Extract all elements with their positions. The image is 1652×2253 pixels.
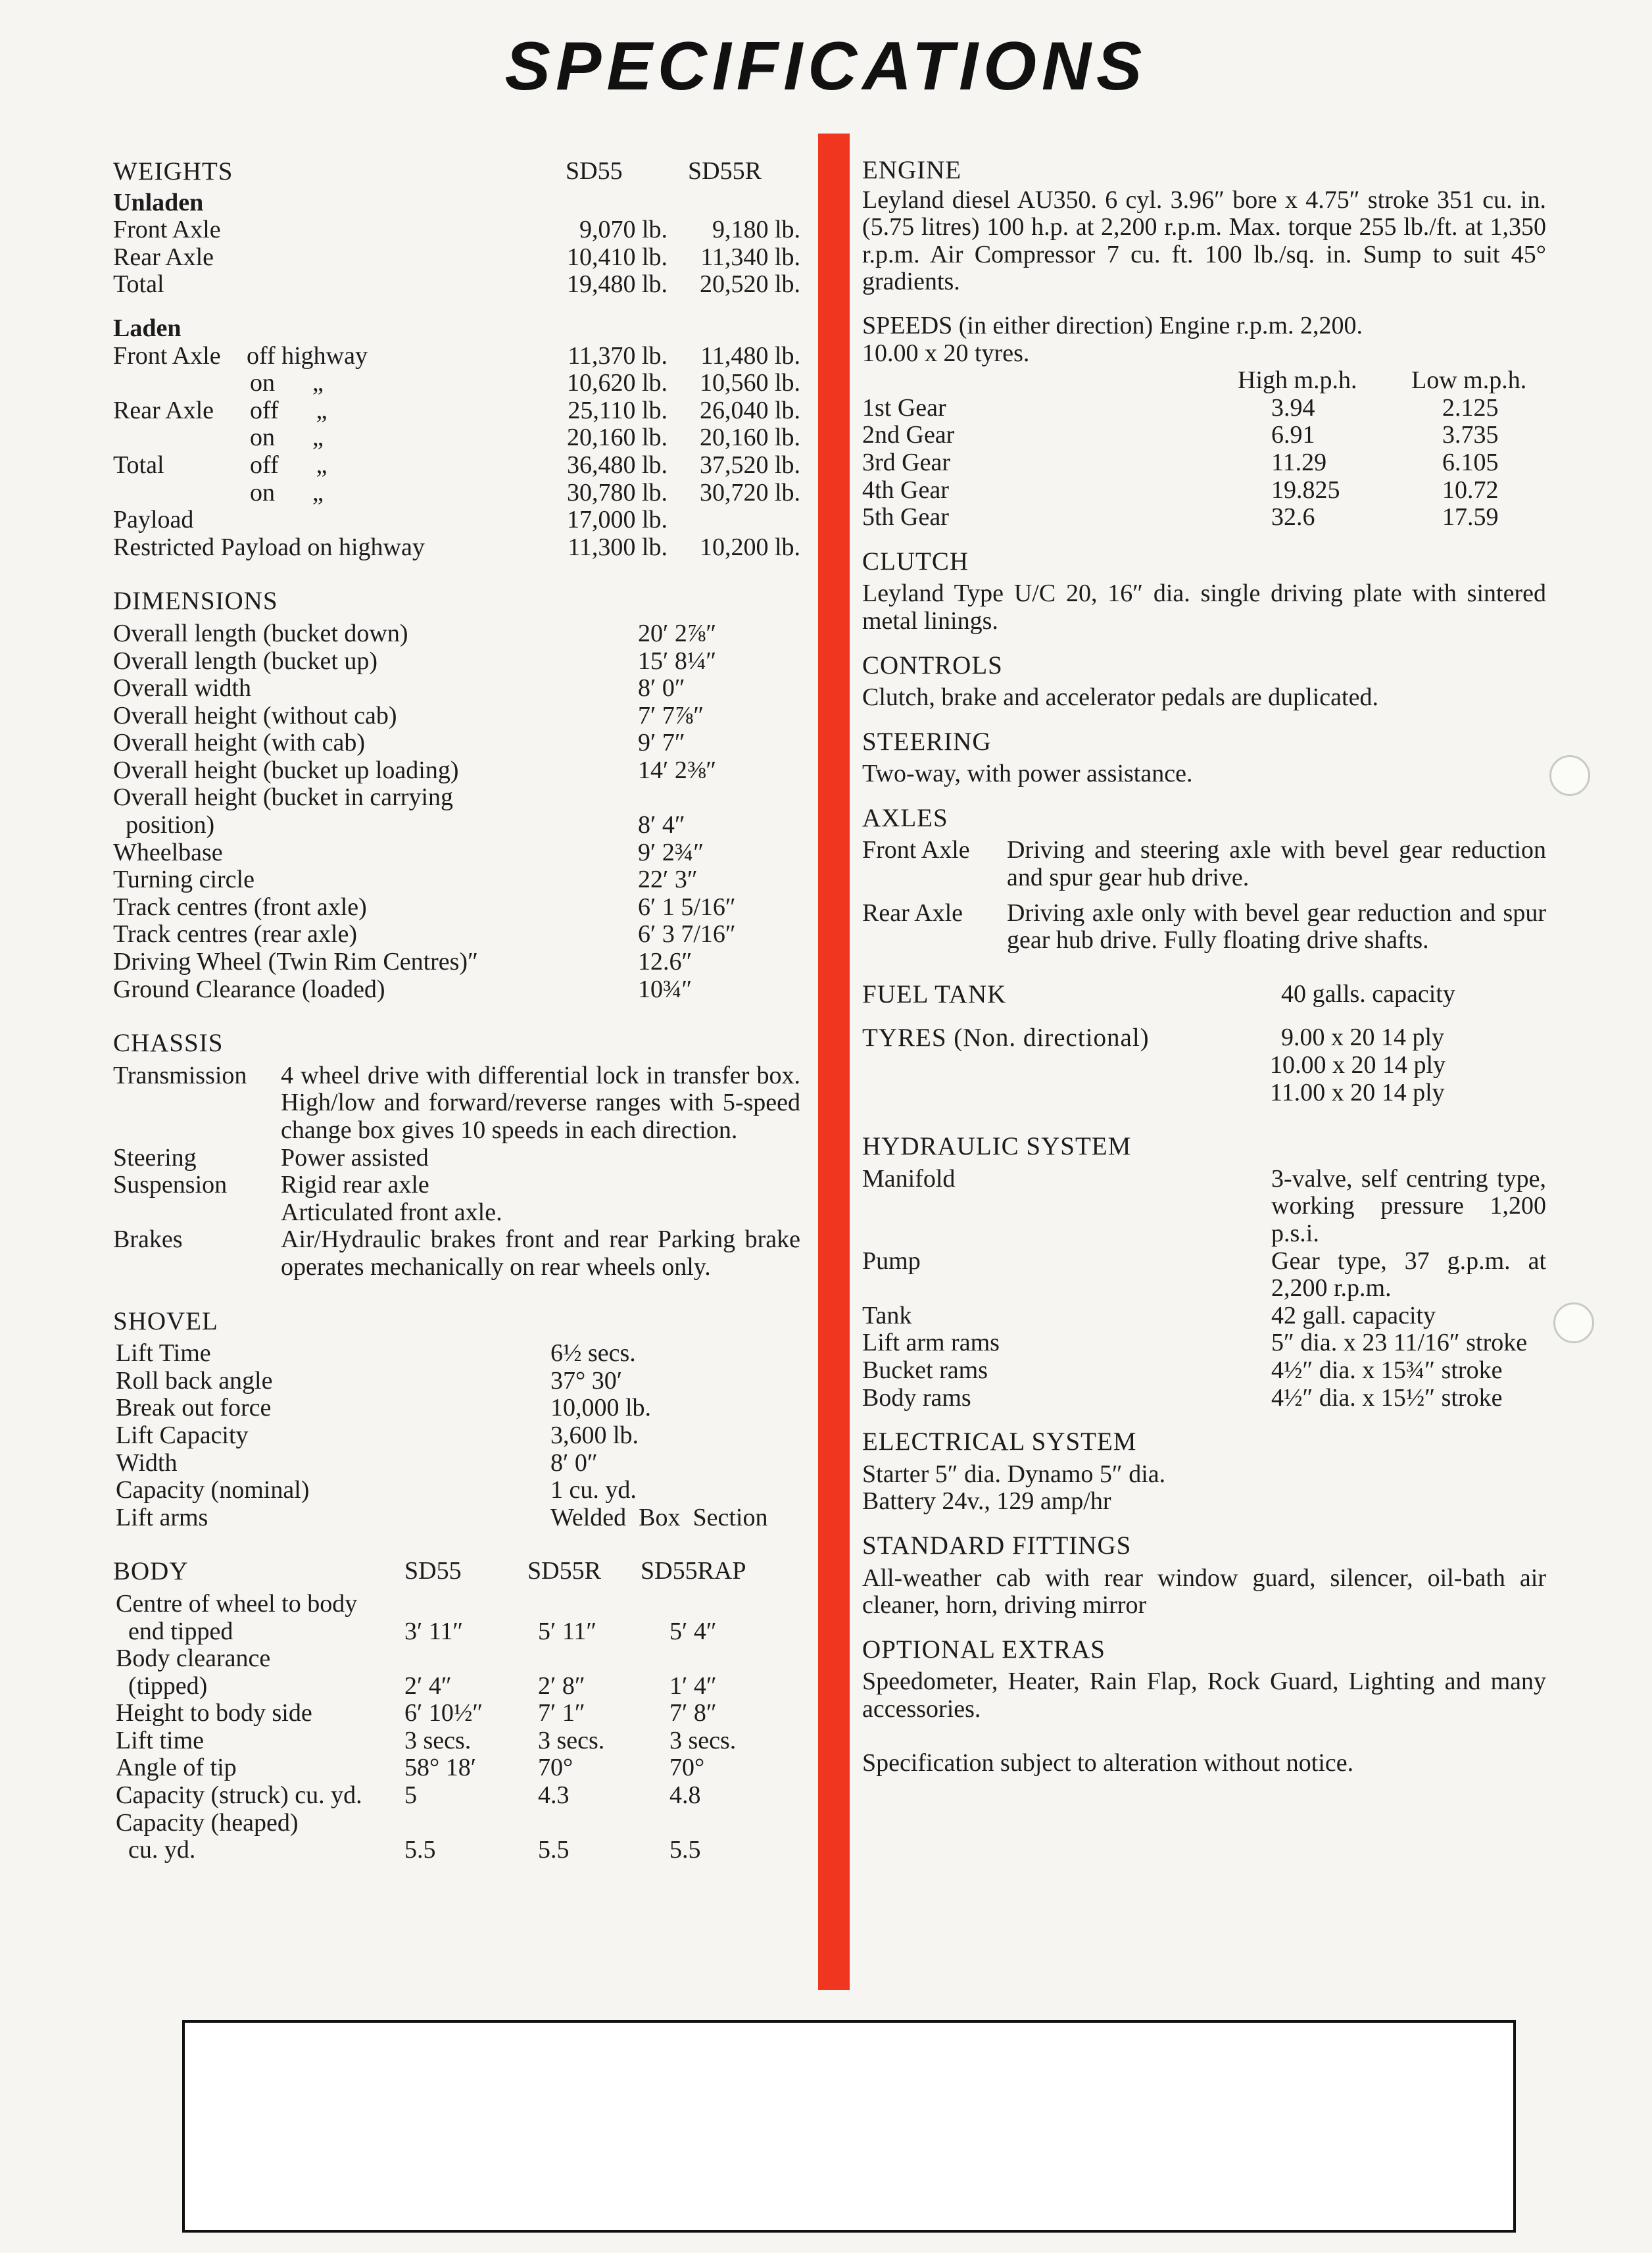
dimension-label: Turning circle — [113, 866, 255, 894]
body-value: 5.5 — [669, 1836, 701, 1864]
chassis-heading: CHASSIS — [113, 1029, 224, 1058]
body-label: Centre of wheel to body — [116, 1589, 358, 1618]
weight-label: Rear Axle — [113, 243, 214, 271]
body-row — [113, 1754, 800, 1782]
gear-low: 17.59 — [1442, 503, 1499, 532]
tyres-value: 9.00 x 20 14 ply — [1281, 1024, 1445, 1052]
dimension-label: Overall height (bucket up loading) — [113, 756, 459, 784]
chassis-item — [113, 1226, 800, 1281]
tyres-value: 10.00 x 20 14 ply — [1270, 1051, 1446, 1079]
chassis-item — [113, 1172, 800, 1199]
body-value: 2′ 4″ — [404, 1671, 452, 1700]
shovel-label: Lift Time — [116, 1339, 211, 1368]
weight-mode: off „ — [250, 451, 328, 479]
weight-mode: on „ — [250, 424, 324, 452]
weight-sd55r: 30,720 lb. — [699, 478, 800, 507]
gear-row — [862, 504, 1546, 532]
body-value: 58° 18′ — [404, 1754, 477, 1782]
dimension-row — [113, 976, 800, 1004]
chassis-item — [113, 1145, 800, 1172]
dimension-row — [113, 675, 800, 703]
hydraulic-row — [862, 1385, 1546, 1412]
gear-label: 1st Gear — [862, 393, 946, 422]
front-axle-text: Driving and steering axle with bevel gear reduction and spur gear hub drive. — [1007, 836, 1546, 892]
tyres-heading: TYRES (Non. directional) — [862, 1024, 1150, 1052]
dimension-value: 8′ 4″ — [638, 811, 685, 839]
electrical-line: Battery 24v., 129 amp/hr — [862, 1487, 1111, 1516]
dimension-value: 9′ 7″ — [638, 729, 685, 757]
body-value: 3 secs. — [538, 1726, 605, 1754]
body-value: 3 secs. — [669, 1726, 737, 1754]
weight-row — [113, 370, 800, 397]
weight-row — [113, 244, 800, 272]
gear-high: 19.825 — [1271, 476, 1340, 504]
body-label: Lift time — [116, 1726, 205, 1754]
steering-heading: STEERING — [862, 727, 992, 756]
body-label: Capacity (struck) cu. yd. — [116, 1781, 362, 1810]
rear-axle-text: Driving axle only with bevel gear reduction and spur gear hub drive. Fully floating drive shafts. — [1007, 899, 1546, 954]
chassis-label: Steering — [113, 1143, 197, 1172]
gear-low: 2.125 — [1442, 393, 1499, 422]
weight-sd55: 36,480 lb. — [566, 451, 668, 479]
dimensions-heading: DIMENSIONS — [113, 587, 278, 616]
dimension-value: 10¾″ — [638, 975, 692, 1003]
dimension-row — [113, 921, 800, 949]
weight-label: Front Axle — [113, 341, 221, 370]
dimension-row — [113, 894, 800, 922]
body-row — [113, 1618, 800, 1646]
hydraulic-label: Lift arm rams — [862, 1329, 1000, 1357]
weight-row — [113, 534, 800, 562]
dimension-row — [113, 839, 800, 867]
dimension-row — [113, 730, 800, 757]
gear-row — [862, 477, 1546, 505]
gear-high: 3.94 — [1271, 393, 1315, 422]
weight-sd55: 25,110 lb. — [568, 396, 668, 424]
speeds-high-header: High m.p.h. — [1238, 366, 1357, 395]
controls-heading: CONTROLS — [862, 651, 1003, 680]
dimension-value: 7′ 7⅞″ — [638, 701, 704, 730]
gear-high: 32.6 — [1271, 503, 1315, 532]
punch-hole — [1549, 755, 1590, 796]
clutch-heading: CLUTCH — [862, 547, 969, 576]
weights-col-sd55r: SD55R — [688, 157, 762, 185]
gear-label: 5th Gear — [862, 503, 949, 532]
dimension-label: Overall length (bucket down) — [113, 619, 408, 647]
body-value: 4.8 — [669, 1781, 701, 1810]
shovel-row — [113, 1422, 800, 1450]
notice-text: Specification subject to alteration without notice. — [862, 1748, 1354, 1777]
left-column — [113, 158, 800, 1864]
body-value: 3 secs. — [404, 1726, 472, 1754]
rear-axle-label: Rear Axle — [862, 899, 963, 927]
page-title: SPECIFICATIONS — [504, 28, 1148, 105]
electrical-heading: ELECTRICAL SYSTEM — [862, 1427, 1137, 1456]
standard-heading: STANDARD FITTINGS — [862, 1531, 1132, 1560]
shovel-row — [113, 1477, 800, 1504]
shovel-value: Welded Box Section — [550, 1503, 768, 1531]
weight-sd55r: 11,480 lb. — [700, 341, 800, 370]
shovel-row — [113, 1450, 800, 1477]
hydraulic-row — [862, 1329, 1546, 1357]
body-value: 3′ 11″ — [404, 1617, 464, 1645]
dimension-row — [113, 866, 800, 894]
weight-sd55: 20,160 lb. — [566, 424, 668, 452]
steering-text: Two-way, with power assistance. — [862, 760, 1193, 788]
hydraulic-value: 4½″ dia. x 15½″ stroke — [1271, 1383, 1503, 1412]
body-value: 5.5 — [538, 1836, 570, 1864]
weight-sd55r: 10,560 lb. — [699, 369, 800, 397]
shovel-label: Width — [116, 1448, 178, 1477]
hydraulic-heading: HYDRAULIC SYSTEM — [862, 1132, 1132, 1161]
body-row — [113, 1810, 800, 1837]
shovel-row — [113, 1340, 800, 1368]
body-value: 70° — [538, 1754, 573, 1782]
tyres-row — [862, 1024, 1546, 1052]
body-value: 7′ 8″ — [669, 1699, 717, 1727]
body-row — [113, 1645, 800, 1673]
punch-hole — [1553, 1302, 1594, 1343]
electrical-line: Starter 5″ dia. Dynamo 5″ dia. — [862, 1460, 1166, 1488]
dimension-label: Ground Clearance (loaded) — [113, 975, 385, 1003]
dimension-value: 9′ 2¾″ — [638, 838, 704, 866]
chassis-text: Power assisted — [281, 1143, 429, 1172]
optional-heading: OPTIONAL EXTRAS — [862, 1635, 1105, 1664]
chassis-label: Suspension — [113, 1171, 228, 1199]
speeds-low-header: Low m.p.h. — [1411, 366, 1527, 395]
pump-text: Gear type, 37 g.p.m. at 2,200 r.p.m. — [1271, 1247, 1546, 1302]
shovel-value: 8′ 0″ — [550, 1448, 598, 1477]
dimension-row — [113, 703, 800, 730]
chassis-text: Rigid rear axle — [281, 1171, 429, 1199]
dimension-value: 6′ 3 7/16″ — [638, 920, 736, 949]
shovel-label: Lift Capacity — [116, 1421, 249, 1449]
weight-label: Total — [113, 451, 164, 479]
gear-row — [862, 449, 1546, 477]
manifold-label: Manifold — [862, 1164, 956, 1193]
dimension-label: Overall height (without cab) — [113, 701, 397, 730]
chassis-text: Articulated front axle. — [281, 1198, 502, 1226]
body-header — [113, 1558, 800, 1585]
fuel-value: 40 galls. capacity — [1281, 979, 1455, 1008]
gear-high: 6.91 — [1271, 421, 1315, 449]
dimension-value: 14′ 2⅜″ — [638, 756, 717, 784]
weight-sd55: 11,300 lb. — [568, 533, 668, 561]
body-value: 2′ 8″ — [538, 1671, 585, 1700]
front-axle-label: Front Axle — [862, 836, 970, 864]
shovel-label: Roll back angle — [116, 1366, 273, 1395]
controls-text: Clutch, brake and accelerator pedals are duplicated. — [862, 683, 1378, 712]
right-column — [862, 157, 1546, 1777]
weight-mode: on „ — [250, 369, 324, 397]
weight-mode: off highway — [247, 341, 368, 370]
chassis-text: 4 wheel drive with differential lock in transfer box. High/low and forward/reverse ranges with 5-speed change box gives 10 speeds in each direction. — [281, 1061, 800, 1144]
weight-label: Restricted Payload on highway — [113, 533, 425, 561]
weight-sd55: 11,370 lb. — [568, 341, 668, 370]
dimension-value: 15′ 8¼″ — [638, 647, 717, 675]
body-label: end tipped — [116, 1617, 233, 1645]
shovel-value: 1 cu. yd. — [550, 1476, 637, 1504]
body-label: Height to body side — [116, 1699, 312, 1727]
body-value: 5 — [404, 1781, 417, 1810]
weight-sd55: 10,410 lb. — [566, 243, 668, 271]
hydraulic-row — [862, 1357, 1546, 1385]
dimension-row — [113, 784, 800, 812]
standard-text: All-weather cab with rear window guard, silencer, oil-bath air cleaner, horn, driving mirror — [862, 1564, 1546, 1620]
gear-row — [862, 395, 1546, 422]
weight-sd55: 9,070 lb. — [579, 216, 668, 244]
body-value: 5.5 — [404, 1836, 436, 1864]
weight-row — [113, 343, 800, 370]
gear-high: 11.29 — [1271, 448, 1327, 476]
body-value: 5′ 4″ — [669, 1617, 717, 1645]
weight-row — [113, 452, 800, 480]
shovel-label: Break out force — [116, 1394, 272, 1422]
weight-row — [113, 271, 800, 299]
weight-sd55r: 20,160 lb. — [699, 424, 800, 452]
dimension-row — [113, 620, 800, 648]
fuel-row — [862, 981, 1546, 1008]
body-value: 6′ 10½″ — [404, 1699, 483, 1727]
gear-low: 3.735 — [1442, 421, 1499, 449]
body-value: 1′ 4″ — [669, 1671, 717, 1700]
dimension-row — [113, 648, 800, 676]
gear-low: 10.72 — [1442, 476, 1499, 504]
dimension-value: 8′ 0″ — [638, 674, 685, 703]
body-col: SD55 — [404, 1557, 462, 1585]
weights-col-sd55: SD55 — [566, 157, 623, 185]
weight-mode: off „ — [250, 396, 328, 424]
dimension-value: 12.6″ — [638, 948, 692, 976]
chassis-item — [113, 1062, 800, 1145]
tyres-row — [862, 1052, 1546, 1079]
weight-sd55: 10,620 lb. — [566, 369, 668, 397]
shovel-row — [113, 1395, 800, 1422]
body-value: 5′ 11″ — [538, 1617, 597, 1645]
speeds-heading: SPEEDS (in either direction) Engine r.p.m. 2,200. — [862, 311, 1363, 339]
chassis-item — [113, 1199, 800, 1227]
weight-row — [113, 424, 800, 452]
laden-label: Laden — [113, 314, 182, 342]
dimension-label: Track centres (front axle) — [113, 893, 367, 921]
weight-label: Rear Axle — [113, 396, 214, 424]
shovel-label: Capacity (nominal) — [116, 1476, 310, 1504]
gear-row — [862, 422, 1546, 449]
clutch-text: Leyland Type U/C 20, 16″ dia. single driving plate with sintered metal linings. — [862, 580, 1546, 635]
body-row — [113, 1700, 800, 1727]
manifold-text: 3-valve, self centring type, working pressure 1,200 p.s.i. — [1271, 1164, 1546, 1247]
weight-sd55: 30,780 lb. — [566, 478, 668, 507]
weight-mode: on „ — [250, 478, 324, 507]
weight-sd55r: 26,040 lb. — [699, 396, 800, 424]
weight-label: Payload — [113, 506, 194, 534]
body-value: 7′ 1″ — [538, 1699, 585, 1727]
dealer-stamp-box — [182, 2020, 1516, 2233]
body-row — [113, 1673, 800, 1700]
hydraulic-label: Tank — [862, 1301, 912, 1329]
body-row — [113, 1782, 800, 1810]
gear-label: 4th Gear — [862, 476, 949, 504]
weight-row — [113, 480, 800, 507]
dimension-value: 20′ 2⅞″ — [638, 619, 717, 647]
dimension-label: Overall width — [113, 674, 252, 703]
dimension-label: position) — [113, 811, 215, 839]
dimension-label: Overall length (bucket up) — [113, 647, 378, 675]
body-value: 70° — [669, 1754, 705, 1782]
engine-heading: ENGINE — [862, 156, 962, 184]
pump-label: Pump — [862, 1247, 921, 1275]
chassis-label: Brakes — [113, 1226, 183, 1254]
body-col: SD55RAP — [641, 1557, 746, 1585]
dimension-label: Overall height (bucket in carrying — [113, 783, 454, 812]
unladen-label: Unladen — [113, 188, 204, 216]
chassis-label: Transmission — [113, 1061, 247, 1089]
tyres-row — [862, 1079, 1546, 1107]
chassis-text: Air/Hydraulic brakes front and rear Parking brake operates mechanically on rear wheels only. — [281, 1226, 800, 1281]
dimension-label: Track centres (rear axle) — [113, 920, 358, 949]
shovel-value: 37° 30′ — [550, 1366, 623, 1395]
gear-label: 2nd Gear — [862, 421, 955, 449]
dimension-value: 22′ 3″ — [638, 866, 698, 894]
dimension-row — [113, 812, 800, 839]
front-axle-block — [862, 837, 1546, 891]
red-divider-bar — [818, 134, 850, 1990]
dimension-row — [113, 757, 800, 785]
weight-sd55r: 37,520 lb. — [699, 451, 800, 479]
shovel-value: 3,600 lb. — [550, 1421, 639, 1449]
axles-heading: AXLES — [862, 803, 948, 832]
weight-label: Total — [113, 270, 164, 299]
weight-sd55r: 9,180 lb. — [712, 216, 800, 244]
dimension-label: Driving Wheel (Twin Rim Centres)″ — [113, 948, 478, 976]
dimension-label: Wheelbase — [113, 838, 223, 866]
optional-text: Speedometer, Heater, Rain Flap, Rock Guard, Lighting and many accessories. — [862, 1668, 1546, 1723]
body-row — [113, 1727, 800, 1755]
weight-sd55: 19,480 lb. — [566, 270, 668, 299]
body-col: SD55R — [527, 1557, 601, 1585]
weight-row — [113, 216, 800, 244]
body-row — [113, 1591, 800, 1618]
weight-sd55r: 20,520 lb. — [699, 270, 800, 299]
weights-header — [113, 158, 800, 186]
weight-row — [113, 397, 800, 425]
hydraulic-label: Body rams — [862, 1383, 971, 1412]
shovel-heading: SHOVEL — [113, 1306, 218, 1335]
manifold-block — [862, 1166, 1546, 1248]
weights-heading: WEIGHTS — [113, 157, 233, 186]
dimension-row — [113, 949, 800, 976]
weight-label: Front Axle — [113, 216, 221, 244]
shovel-value: 6½ secs. — [550, 1339, 636, 1368]
weight-sd55r: 10,200 lb. — [699, 533, 800, 561]
body-label: Angle of tip — [116, 1754, 237, 1782]
body-label: cu. yd. — [116, 1836, 196, 1864]
gear-low: 6.105 — [1442, 448, 1499, 476]
engine-text: Leyland diesel AU350. 6 cyl. 3.96″ bore x 4.75″ stroke 351 cu. in. (5.75 litres) 100 h.p. at 2,200 r.p.m. Max. torque 255 lb./ft. at 1,350 r.p.m. Air Compressor 7 cu. ft. 100 lb./sq. in. Sump to suit 45° gradients. — [862, 186, 1546, 296]
tyres-value: 11.00 x 20 14 ply — [1270, 1078, 1445, 1106]
shovel-label: Lift arms — [116, 1503, 208, 1531]
hydraulic-value: 4½″ dia. x 15¾″ stroke — [1271, 1356, 1503, 1384]
hydraulic-value: 5″ dia. x 23 11/16″ stroke — [1271, 1329, 1528, 1357]
weight-sd55r: 11,340 lb. — [700, 243, 800, 271]
body-value: 4.3 — [538, 1781, 570, 1810]
shovel-row — [113, 1368, 800, 1395]
body-heading: BODY — [113, 1557, 189, 1586]
rear-axle-block — [862, 900, 1546, 954]
speeds-col-header — [862, 367, 1546, 395]
body-row — [113, 1837, 800, 1864]
body-label: (tipped) — [116, 1671, 208, 1700]
dimension-label: Overall height (with cab) — [113, 729, 366, 757]
body-label: Capacity (heaped) — [116, 1808, 299, 1837]
speeds-tyres: 10.00 x 20 tyres. — [862, 339, 1030, 367]
shovel-row — [113, 1504, 800, 1532]
body-label: Body clearance — [116, 1645, 271, 1673]
hydraulic-label: Bucket rams — [862, 1356, 988, 1384]
shovel-value: 10,000 lb. — [550, 1394, 652, 1422]
pump-block — [862, 1248, 1546, 1302]
weight-sd55: 17,000 lb. — [566, 506, 668, 534]
gear-label: 3rd Gear — [862, 448, 950, 476]
hydraulic-value: 42 gall. capacity — [1271, 1301, 1436, 1329]
fuel-heading: FUEL TANK — [862, 979, 1007, 1008]
weight-row — [113, 507, 800, 534]
dimension-value: 6′ 1 5/16″ — [638, 893, 736, 921]
hydraulic-row — [862, 1302, 1546, 1330]
